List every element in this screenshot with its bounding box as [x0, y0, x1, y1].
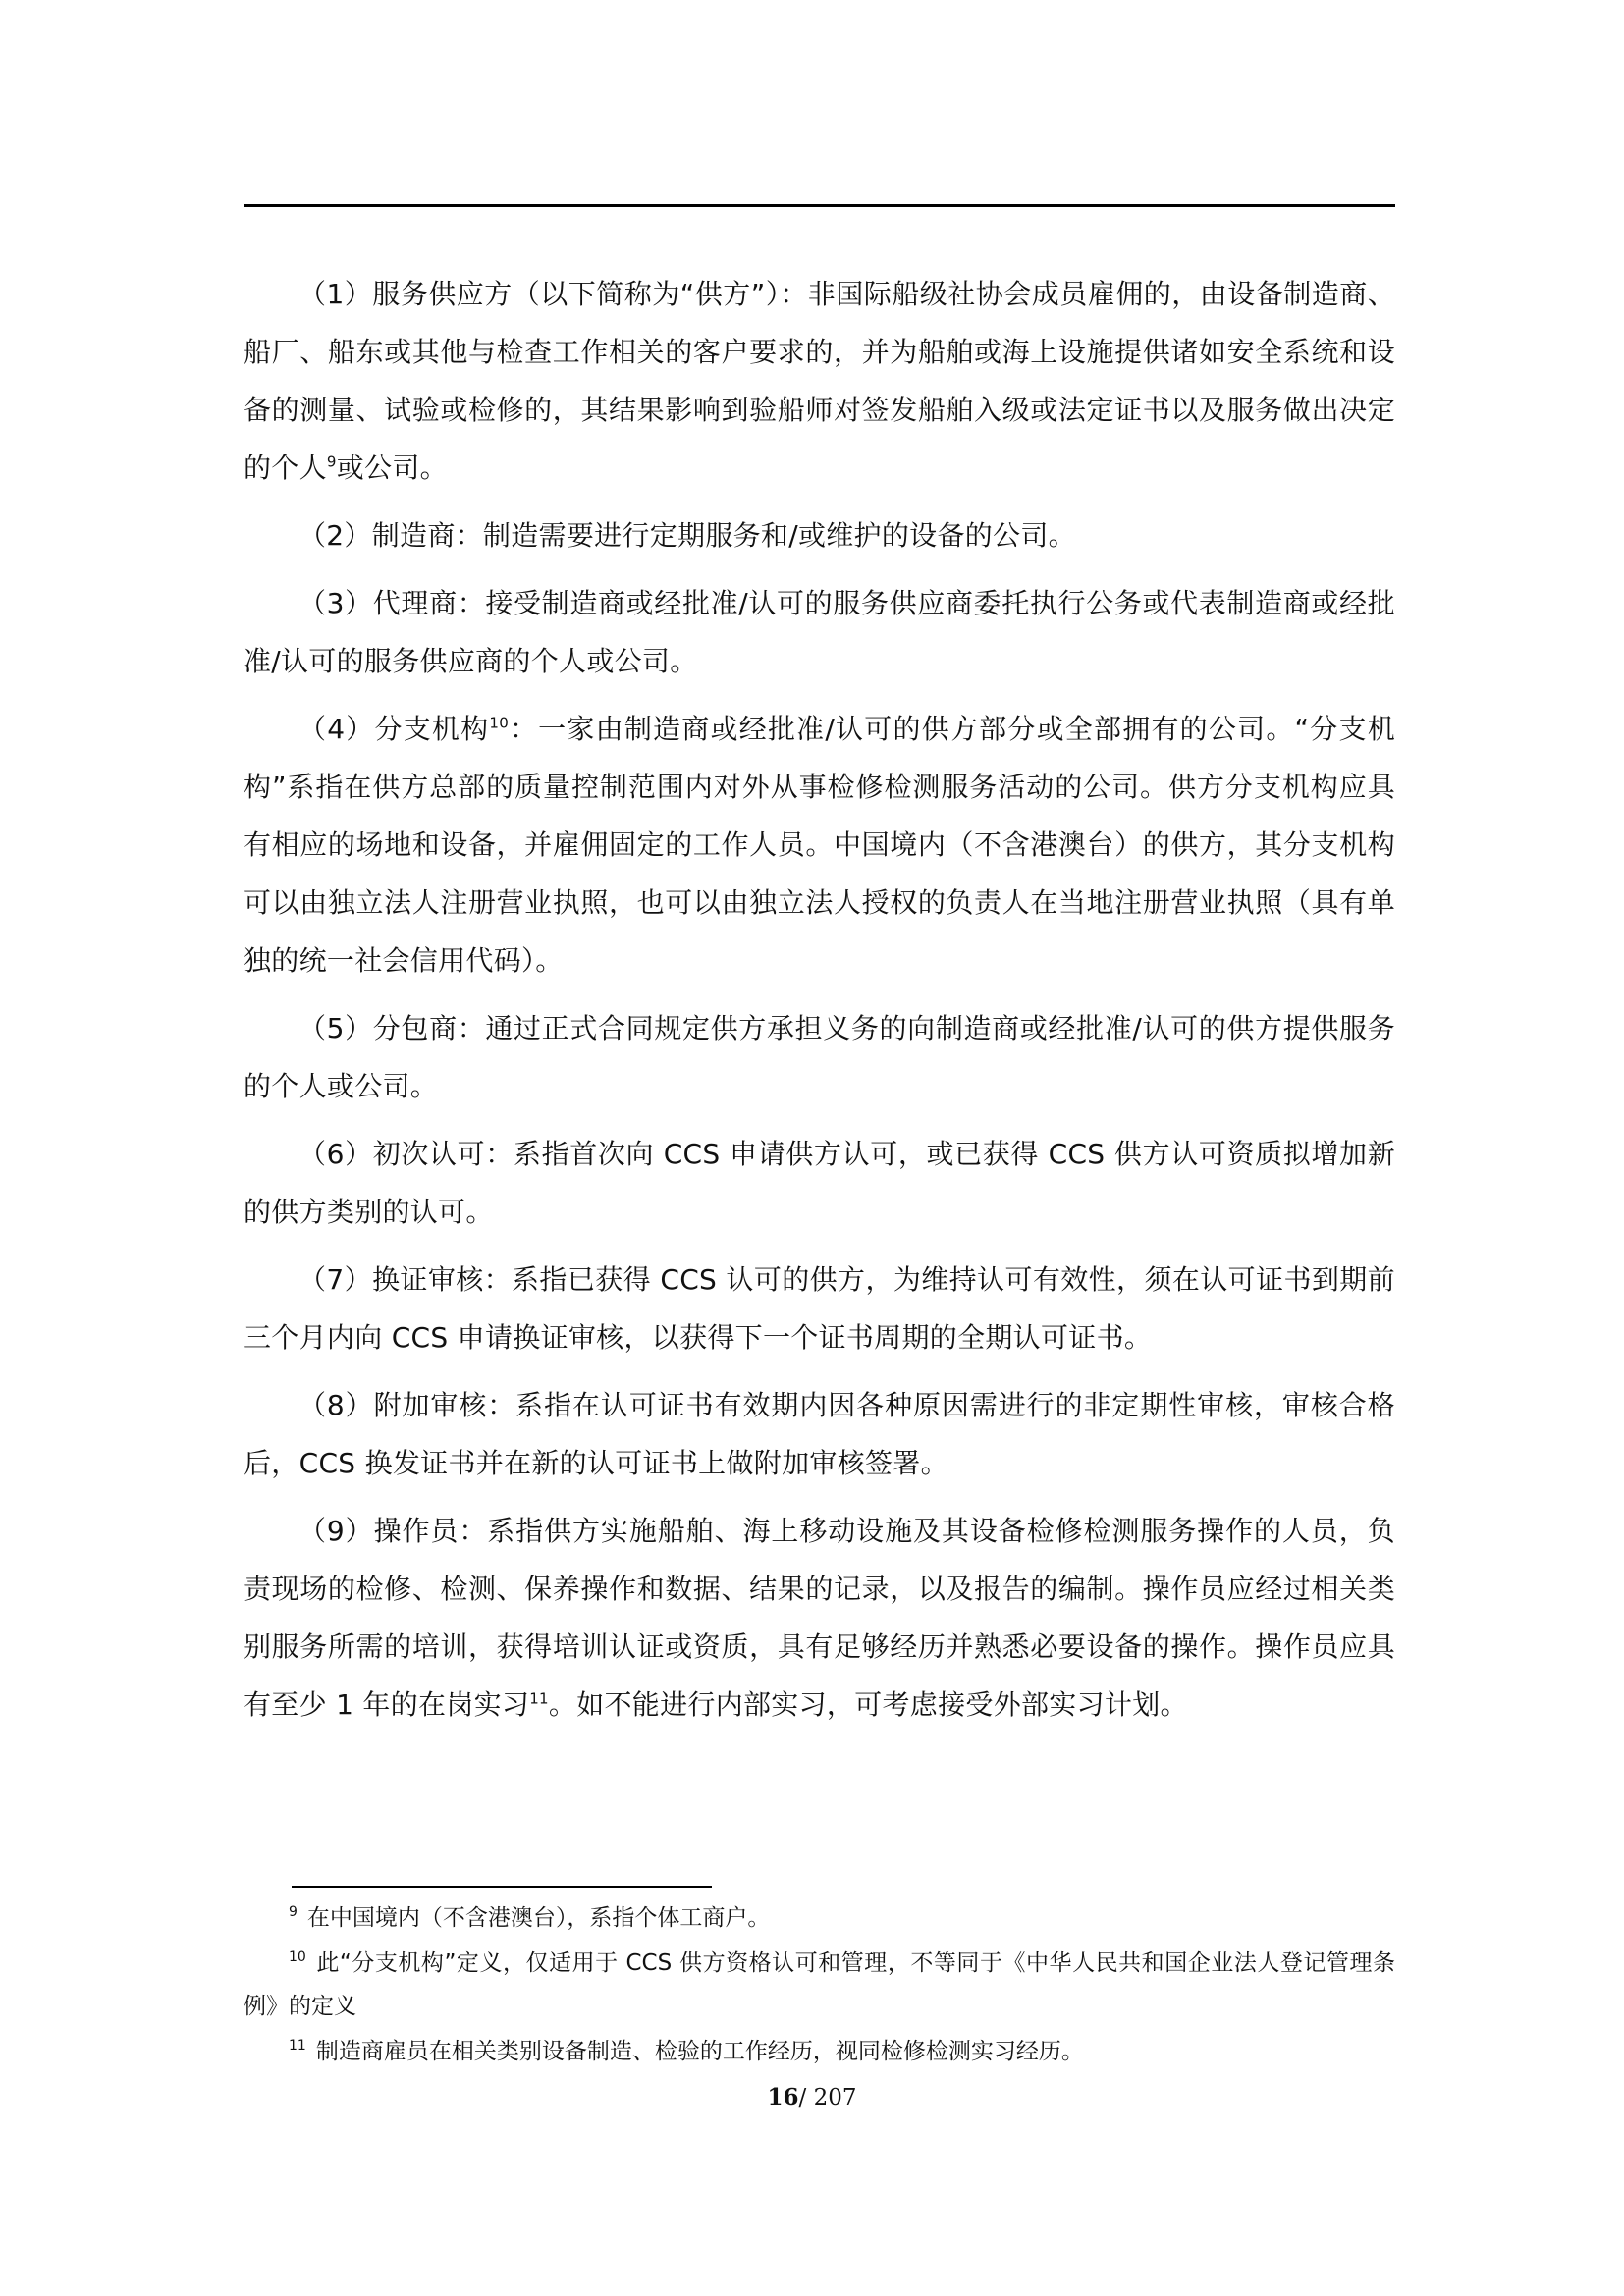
paragraph-text: （5）分包商：通过正式合同规定供方承担义务的向制造商或经批准/认可的供方提供服务的个人或公司。 [244, 1012, 1395, 1102]
total-pages: 207 [813, 2085, 857, 2110]
footnote-9 [244, 1896, 1395, 1940]
paragraph-text: （7）换证审核：系指已获得 CCS 认可的供方，为维持认可有效性，须在认可证书到期前三个月内向 CCS 申请换证审核，以获得下一个证书周期的全期认可证书。 [244, 1263, 1395, 1354]
paragraph-2 [244, 507, 1395, 564]
paragraph-text: （8）附加审核：系指在认可证书有效期内因各种原因需进行的非定期性审核，审核合格后，CCS 换发证书并在新的认可证书上做附加审核签署。 [244, 1389, 1395, 1479]
footnotes [244, 1896, 1395, 2075]
paragraph-text: （1）服务供应方（以下简称为“供方”）：非国际船级社协会成员雇佣的，由设备制造商、船厂、船东或其他与检查工作相关的客户要求的，并为船舶或海上设施提供诸如安全系统和设备的测量、试验或检修的，其结果影响到验船师对签发船舶入级或法定证书以及服务做出决定的个人 [244, 278, 1395, 484]
footnote-number: 11 [289, 2038, 306, 2055]
page-number [0, 2084, 1624, 2110]
footnote-separator [292, 1886, 712, 1888]
paragraph-text: （3）代理商：接受制造商或经批准/认可的服务供应商委托执行公务或代表制造商或经批准/认可的服务供应商的个人或公司。 [244, 587, 1395, 677]
paragraph-6 [244, 1125, 1395, 1241]
footnote-text: 在中国境内（不含港澳台），系指个体工商户。 [306, 1905, 771, 1931]
paragraph-8 [244, 1376, 1395, 1492]
footnote-11 [244, 2030, 1395, 2073]
paragraph-text: （9）操作员：系指供方实施船舶、海上移动设施及其设备检修检测服务操作的人员，负责现场的检修、检测、保养操作和数据、结果的记录，以及报告的编制。操作员应经过相关类别服务所需的培训，获得培训认证或资质，具有足够经历并熟悉必要设备的操作。操作员应具有至少 1 年的在岗实习 [244, 1515, 1395, 1721]
footnote-ref[interactable]: 11 [529, 1689, 549, 1708]
footnote-text: 制造商雇员在相关类别设备制造、检验的工作经历，视同检修检测实习经历。 [315, 2039, 1084, 2064]
paragraph-9 [244, 1502, 1395, 1734]
paragraph-1 [244, 265, 1395, 497]
paragraph-5 [244, 999, 1395, 1115]
paragraph-7 [244, 1251, 1395, 1366]
paragraph-4 [244, 700, 1395, 989]
paragraph-text: ：一家由制造商或经批准/认可的供方部分或全部拥有的公司。“分支机构”系指在供方总部的质量控制范围内对外从事检修检测服务活动的公司。供方分支机构应具有相应的场地和设备，并雇佣固定的工作人员。中国境内（不含港澳台）的供方，其分支机构可以由独立法人注册营业执照，也可以由独立法人授权的负责人在当地注册营业执照（具有单独的统一社会信用代码）。 [244, 713, 1395, 977]
paragraph-text: （2）制造商：制造需要进行定期服务和/或维护的设备的公司。 [298, 519, 1076, 552]
paragraph-text: （6）初次认可：系指首次向 CCS 申请供方认可，或已获得 CCS 供方认可资质拟增加新的供方类别的认可。 [244, 1138, 1395, 1228]
page-separator: / [798, 2085, 814, 2110]
footnote-number: 9 [289, 1904, 298, 1921]
footnote-ref[interactable]: 9 [326, 453, 337, 471]
paragraph-text: 或公司。 [336, 452, 448, 484]
footnote-text: 此“分支机构”定义，仅适用于 CCS 供方资格认可和管理，不等同于《中华人民共和国企业法人登记管理条例》的定义 [244, 1950, 1395, 2019]
footnote-number: 10 [289, 1949, 306, 1966]
paragraph-text: （4）分支机构 [298, 713, 490, 745]
paragraph-text: 。如不能进行内部实习，可考虑接受外部实习计划。 [548, 1688, 1188, 1721]
footnote-ref[interactable]: 10 [489, 714, 510, 732]
current-page: 16 [767, 2084, 799, 2110]
footnote-10 [244, 1942, 1395, 2028]
paragraph-3 [244, 574, 1395, 690]
document-body [244, 265, 1395, 1743]
header-rule [244, 204, 1395, 207]
